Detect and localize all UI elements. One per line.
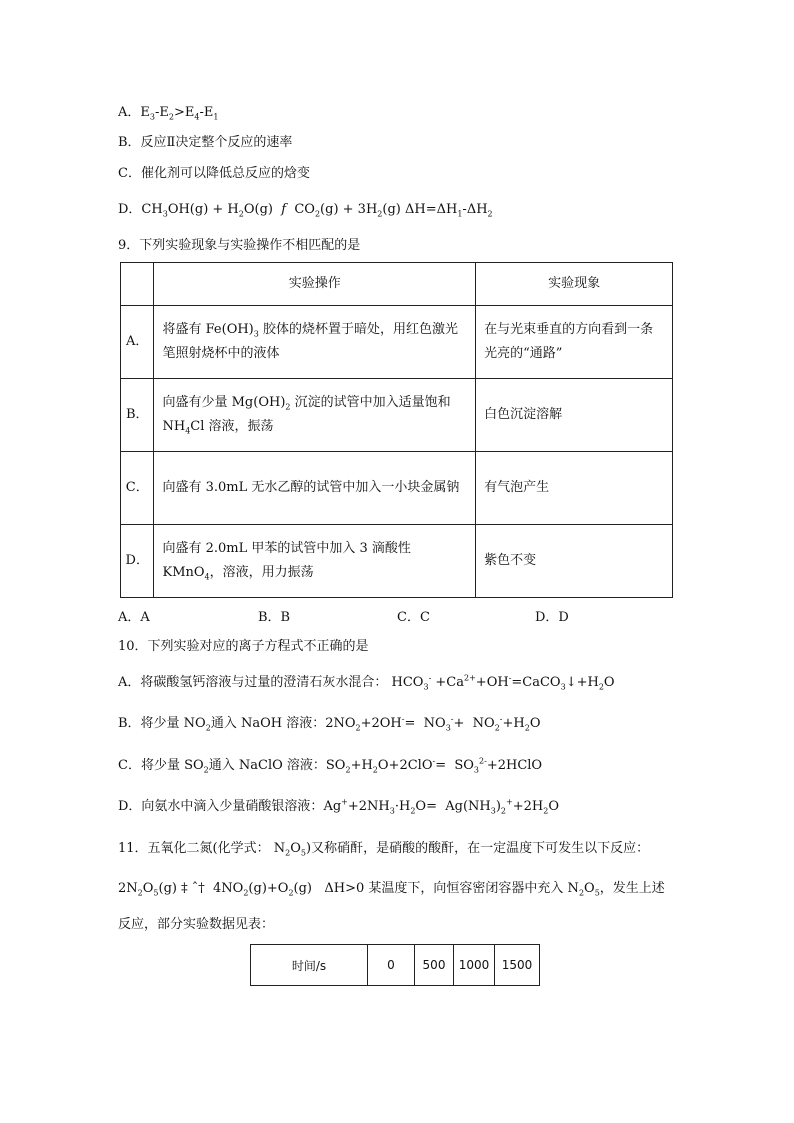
q10-option-d: D．向氨水中滴入少量硝酸银溶液：$Ag^++2NH_3\cdot H_2O= Ag(NH_3)_2^++2H_2O$ <box>118 797 559 816</box>
q11-reaction: $2N_2O_5(g)$ ‡ ˆ† $4NO_2(g)+O_2(g)$ ΔH>0 某温度下，向恒容密闭容器中充入 $N_2O_5$，发生上述 <box>118 881 665 898</box>
time-header: 时间/s <box>251 945 368 986</box>
q9-choice-a: A．A <box>118 610 150 625</box>
table-row <box>121 379 673 452</box>
row-res: 有气泡产生 <box>476 452 673 525</box>
row-op: 向盛有少量 $Mg(OH)_2$ 沉淀的试管中加入适量饱和 $NH_4Cl$ 溶液，振荡 <box>154 379 476 452</box>
table-row <box>121 306 673 379</box>
q10-option-b: B．将少量 $NO_2$通入 NaOH 溶液：$2NO_2+2OH^-= NO_3^-+ NO_2^-+H_2O$ <box>118 714 541 733</box>
time-cell: 0 <box>368 945 415 986</box>
time-cell: 1000 <box>454 945 495 986</box>
q10-option-a: A．将碳酸氢钙溶液与过量的澄清石灰水混合： $HCO_3^-$ $+Ca^{2+}+OH^-=CaCO_3↓+H_2O$ <box>118 673 615 692</box>
row-op: 将盛有 $Fe(OH)_3$ 胶体的烧杯置于暗处，用红色激光笔照射烧杯中的液体 <box>154 306 476 379</box>
q9-choice-b: B．B <box>258 610 291 625</box>
table-row <box>121 452 673 525</box>
q9-table <box>120 262 673 598</box>
table-header-row <box>121 263 673 306</box>
row-label: A． <box>121 306 154 379</box>
time-cell: 1500 <box>495 945 540 986</box>
q9-choices <box>118 606 678 624</box>
q11-data-table <box>250 944 540 986</box>
q8-option-b: B．反应Ⅱ决定整个反应的速率 <box>118 135 293 150</box>
row-res: 在与光束垂直的方向看到一条光亮的“通路” <box>476 306 673 379</box>
q11-line3: 反应，部分实验数据见表： <box>118 917 275 932</box>
row-label: C． <box>121 452 154 525</box>
table-row <box>121 525 673 598</box>
time-cell: 500 <box>415 945 454 986</box>
header-op: 实验操作 <box>154 263 476 306</box>
table-corner-cell <box>121 263 154 306</box>
q8-option-d: D．$CH_3OH(g) + H_2O(g)$ f $CO_2(g) + 3H_2(g)$ $\Delta H=\Delta H_1-\Delta H_2$ <box>118 202 493 219</box>
table-row <box>251 945 540 986</box>
row-label: B． <box>121 379 154 452</box>
q9-title: 9．下列实验现象与实验操作不相匹配的是 <box>118 238 361 253</box>
q8-option-a: A．$E_3-E_2>E_4-E_1$ <box>118 105 219 122</box>
q10-option-c: C．将少量 $SO_2$通入 NaClO 溶液：$SO_2+H_2O+2ClO^-=$ $SO_3^{2-}+2HClO$ <box>118 756 543 775</box>
q10-title: 10．下列实验对应的离子方程式不正确的是 <box>118 639 369 654</box>
row-op: 向盛有 3.0mL 无水乙醇的试管中加入一小块金属钠 <box>154 452 476 525</box>
header-res: 实验现象 <box>476 263 673 306</box>
q11-intro: 11．五氧化二氮(化学式： $N_2O_5$)又称硝酐，是硝酸的酸酐，在一定温度下可发生以下反应： <box>118 841 650 858</box>
q9-choice-c: C．C <box>397 610 430 625</box>
row-label: D． <box>121 525 154 598</box>
row-res: 紫色不变 <box>476 525 673 598</box>
row-res: 白色沉淀溶解 <box>476 379 673 452</box>
q9-choice-d: D．D <box>535 610 569 625</box>
row-op: 向盛有 2.0mL 甲苯的试管中加入 3 滴酸性 KMnO$_4$，溶液，用力振荡 <box>154 525 476 598</box>
q8-option-c: C．催化剂可以降低总反应的焓变 <box>118 166 310 181</box>
